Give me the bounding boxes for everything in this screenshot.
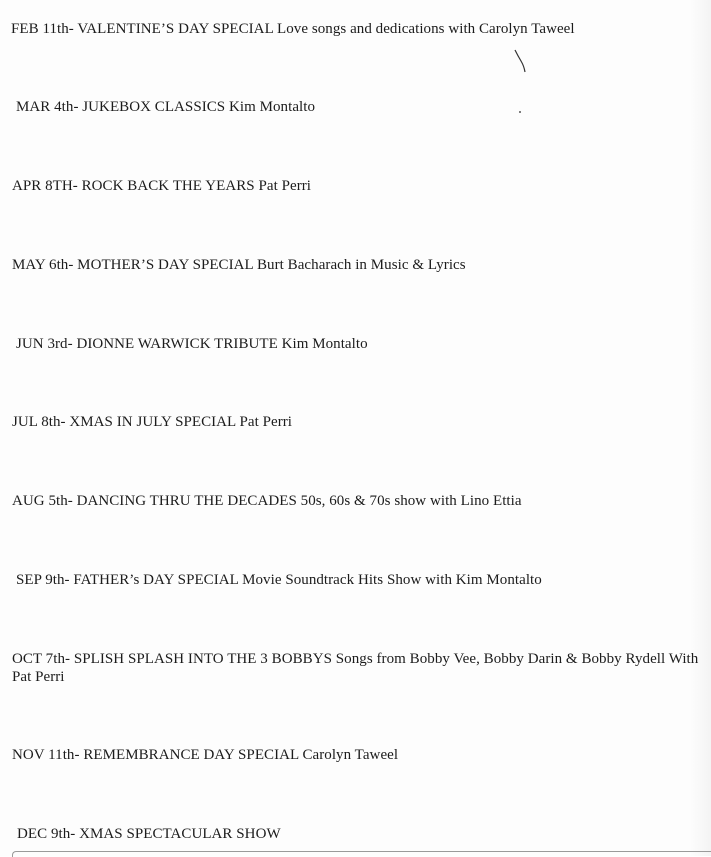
schedule-entry-mar: MAR 4th- JUKEBOX CLASSICS Kim Montalto <box>16 99 316 115</box>
schedule-entry-jun: JUN 3rd- DIONNE WARWICK TRIBUTE Kim Montalto <box>16 336 368 352</box>
schedule-entry-may: MAY 6th- MOTHER’S DAY SPECIAL Burt Bacharach in Music & Lyrics <box>12 257 466 273</box>
schedule-entry-aug: AUG 5th- DANCING THRU THE DECADES 50s, 60s & 70s show with Lino Ettia <box>12 493 522 509</box>
schedule-entry-jul: JUL 8th- XMAS IN JULY SPECIAL Pat Perri <box>12 414 293 430</box>
schedule-entry-oct: OCT 7th- SPLISH SPLASH INTO THE 3 BOBBYS Songs from Bobby Vee, Bobby Darin & Bobby Rydell With Pat Perri <box>12 651 699 685</box>
stray-dot <box>519 111 521 113</box>
pen-mark-icon <box>512 48 528 74</box>
schedule-entry-apr: APR 8TH- ROCK BACK THE YEARS Pat Perri <box>12 178 311 194</box>
schedule-entry-nov: NOV 11th- REMEMBRANCE DAY SPECIAL Carolyn Taweel <box>12 747 399 763</box>
schedule-entry-sep: SEP 9th- FATHER’s DAY SPECIAL Movie Soundtrack Hits Show with Kim Montalto <box>16 572 542 588</box>
schedule-entry-feb: FEB 11th- VALENTINE’S DAY SPECIAL Love songs and dedications with Carolyn Taweel <box>11 21 575 37</box>
page-bottom-border <box>12 851 711 857</box>
schedule-entry-dec: DEC 9th- XMAS SPECTACULAR SHOW <box>17 826 281 842</box>
